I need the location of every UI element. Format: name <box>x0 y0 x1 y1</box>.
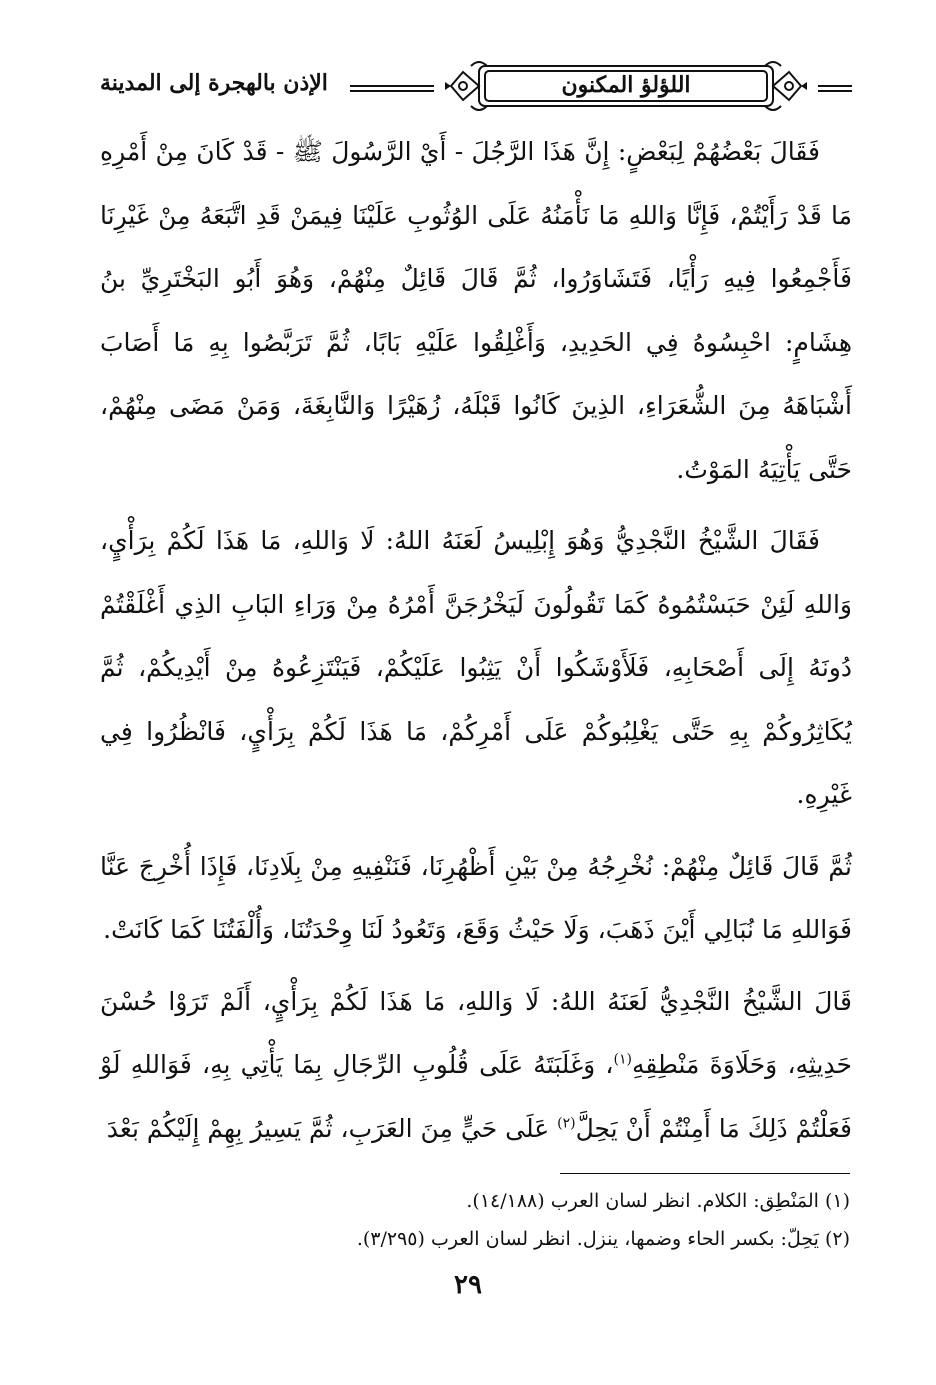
header-rule-left <box>350 85 434 92</box>
paragraph-1: فَقَالَ بَعْضُهُمْ لِبَعْضٍ: إِنَّ هَذَا الرَّجُلَ - أَيْ الرَّسُولَ ﷺ - قَدْ كَانَ مِنْ أَمْرِهِ مَا قَدْ رَأَيْتُمْ، فَإِنَّا وَاللهِ مَا نَأْمَنُهُ عَلَى الوُثُوبِ عَلَيْنَا فِيمَنْ قَدِ اتَّبَعَهُ مِنْ غَيْرِنَا فَأَجْمِعُوا فِيهِ رَأْيًا، فَتَشَاوَرُوا، ثُمَّ قَالَ قَائِلٌ مِنْهُمْ، وَهُوَ أَبُو البَخْتَرِيِّ بنُ هِشَامٍ: احْبِسُوهُ فِي الحَدِيدِ، وَأَغْلِقُوا عَلَيْهِ بَابًا، ثُمَّ تَرَبَّصُوا بِهِ مَا أَصَابَ أَشْبَاهَهُ مِنَ الشُّعَرَاءِ، الذِينَ كَانُوا قَبْلَهُ، زُهَيْرًا وَالنَّابِغَةَ، وَمَنْ مَضَى مِنْهُمْ، حَتَّى يَأْتِيَهُ المَوْتُ. <box>100 137 853 484</box>
footnote-marker-1: (١) <box>613 1051 632 1068</box>
footnote-1: (١) المَنْطِق: الكلام. انظر لسان العرب (١٤/١٨٨). <box>466 1190 850 1212</box>
footnote-2: (٢) يَحِلّ: بكسر الحاء وضمها، ينزل. انظر لسان العرب (٣/٢٩٥). <box>356 1228 850 1250</box>
book-title: اللؤلؤ المكنون <box>561 72 691 98</box>
paragraph-3: ثُمَّ قَالَ قَائِلٌ مِنْهُمْ: نُخْرِجُهُ مِنْ بَيْنِ أَظْهُرِنَا، فَنَنْفِيهِ مِنْ بِلَادِنَا، فَإِذَا أُخْرِجَ عَنَّا فَوَاللهِ مَا نُبَالِي أَيْنَ ذَهَبَ، وَلَا حَيْثُ وَقَعَ، وَتَعُودُ لَنَا وِحْدَتُنَا، وَأُلْفَتُنَا كَمَا كَانَتْ. <box>100 851 852 944</box>
paragraph-2: فَقَالَ الشَّيْخُ النَّجْدِيُّ وَهُوَ إِبْلِيسُ لَعَنَهُ اللهُ: لَا وَاللهِ، مَا هَذَا لَكُمْ بِرَأْيٍ، وَاللهِ لَئِنْ حَبَسْتُمُوهُ كَمَا تَقُولُونَ لَيَخْرُجَنَّ أَمْرُهُ مِنْ وَرَاءِ البَابِ الذِي أَغْلَقْتُمْ دُونَهُ إِلَى أَصْحَابِهِ، فَلَأَوْشَكُوا أَنْ يَثِبُوا عَلَيْكُمْ، فَيَنْتَزِعُوهُ مِنْ أَيْدِيكُمْ، ثُمَّ يُكَاثِرُوكُمْ بِهِ حَتَّى يَغْلِبُوكُمْ عَلَى أَمْرِكُمْ، مَا هَذَا لَكُمْ بِرَأْيٍ، فَانْظُرُوا فِي غَيْرِهِ. <box>100 526 852 809</box>
main-text <box>100 120 852 1160</box>
paragraph-4-part-2: ، وَغَلَبَتَهُ عَلَى قُلُوبِ الرِّجَالِ بِمَا يَأْتِي بِهِ، فَوَاللهِ لَوْ فَعَلْتُمْ ذَلِكَ مَا أَمِنْتُمْ أَنْ يَحِلَّ <box>100 1050 852 1143</box>
paragraph-4-part-1: قَالَ الشَّيْخُ النَّجْدِيُّ لَعَنَهُ اللهُ: لَا وَاللهِ، مَا هَذَا لَكُمْ بِرَأْيٍ، أَلَمْ تَرَوْا حُسْنَ حَدِيثِهِ، وَحَلَاوَةَ مَنْطِقِهِ <box>100 986 852 1079</box>
chapter-title: الإذن بالهجرة إلى المدينة <box>100 70 328 96</box>
page-number: ٢٩ <box>454 1270 482 1300</box>
running-header <box>100 58 852 114</box>
header-rule-right <box>818 85 852 92</box>
footnote-marker-2: (٢) <box>557 1115 576 1132</box>
footnote-separator <box>560 1173 850 1174</box>
footnotes <box>200 1182 850 1258</box>
paragraph-4 <box>100 970 852 1161</box>
book-title-cartouche <box>445 58 807 114</box>
paragraph-4-part-3: عَلَى حَيٍّ مِنَ العَرَبِ، ثُمَّ يَسِيرُ بِهِمْ إِلَيْكُمْ بَعْدَ <box>106 1113 558 1143</box>
